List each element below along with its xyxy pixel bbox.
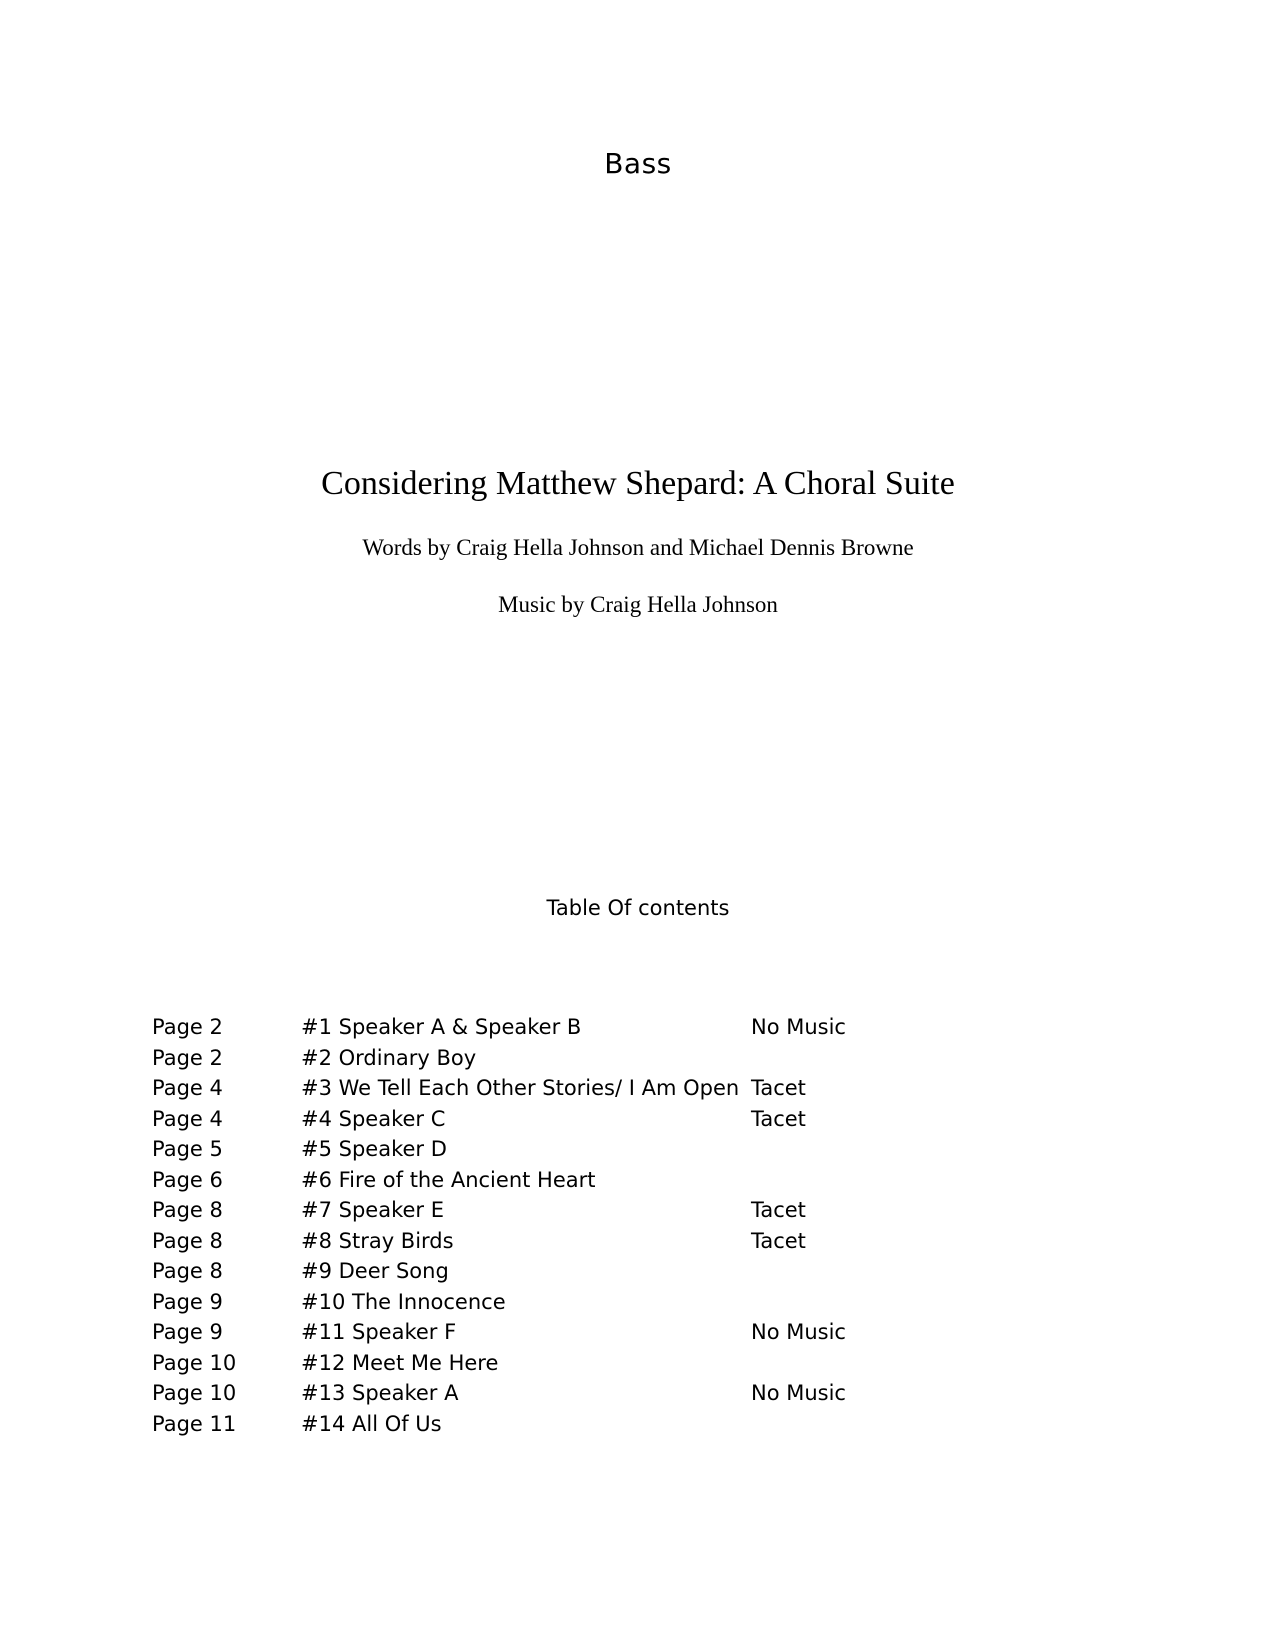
toc-piece-title: #7 Speaker E	[301, 1198, 444, 1222]
toc-row	[152, 1012, 1152, 1043]
toc-piece-title: #9 Deer Song	[301, 1259, 449, 1283]
voice-part-label: Bass	[604, 147, 672, 180]
table-of-contents	[152, 1012, 1152, 1439]
toc-note: Tacet	[751, 1076, 806, 1100]
toc-row	[152, 1165, 1152, 1196]
toc-row	[152, 1073, 1152, 1104]
toc-piece-title: #6 Fire of the Ancient Heart	[301, 1167, 596, 1192]
toc-piece-title: #5 Speaker D	[301, 1137, 447, 1161]
toc-note: Tacet	[751, 1106, 806, 1131]
toc-piece-title: #3 We Tell Each Other Stories/ I Am Open	[301, 1076, 740, 1100]
toc-piece-title: #13 Speaker A	[301, 1381, 459, 1405]
toc-page-number: Page 8	[152, 1198, 223, 1222]
toc-page-number: Page 4	[152, 1076, 223, 1100]
toc-page-number: Page 4	[152, 1106, 223, 1131]
toc-note: No Music	[751, 1320, 846, 1344]
toc-page-number: Page 8	[152, 1228, 223, 1253]
toc-note: No Music	[751, 1015, 846, 1039]
toc-row	[152, 1256, 1152, 1287]
toc-heading: Table Of contents	[546, 896, 730, 920]
toc-page-number: Page 11	[152, 1411, 237, 1436]
toc-row	[152, 1104, 1152, 1135]
toc-page-number: Page 2	[152, 1015, 223, 1039]
toc-page-number: Page 5	[152, 1137, 223, 1161]
toc-piece-title: #4 Speaker C	[301, 1106, 446, 1131]
toc-piece-title: #1 Speaker A & Speaker B	[301, 1015, 582, 1039]
toc-page-number: Page 9	[152, 1320, 223, 1344]
toc-row	[152, 1134, 1152, 1165]
toc-piece-title: #12 Meet Me Here	[301, 1350, 499, 1375]
toc-row	[152, 1409, 1152, 1440]
toc-page-number: Page 6	[152, 1167, 223, 1192]
toc-page-number: Page 9	[152, 1289, 223, 1314]
suite-title: Considering Matthew Shepard: A Choral Suite	[321, 465, 955, 502]
toc-piece-title: #8 Stray Birds	[301, 1228, 454, 1253]
toc-row	[152, 1195, 1152, 1226]
toc-page-number: Page 2	[152, 1045, 223, 1070]
toc-note: No Music	[751, 1381, 846, 1405]
toc-row	[152, 1317, 1152, 1348]
toc-row	[152, 1287, 1152, 1318]
toc-row	[152, 1043, 1152, 1074]
toc-page-number: Page 10	[152, 1350, 237, 1375]
toc-piece-title: #14 All Of Us	[301, 1411, 442, 1436]
words-credit: Words by Craig Hella Johnson and Michael Dennis Browne	[362, 535, 914, 560]
toc-row	[152, 1226, 1152, 1257]
toc-row	[152, 1378, 1152, 1409]
toc-piece-title: #2 Ordinary Boy	[301, 1045, 477, 1070]
toc-row	[152, 1348, 1152, 1379]
toc-page-number: Page 8	[152, 1259, 223, 1283]
toc-note: Tacet	[751, 1228, 806, 1253]
toc-piece-title: #11 Speaker F	[301, 1320, 457, 1344]
toc-page-number: Page 10	[152, 1381, 237, 1405]
music-credit: Music by Craig Hella Johnson	[498, 592, 778, 617]
toc-piece-title: #10 The Innocence	[301, 1289, 506, 1314]
toc-note: Tacet	[751, 1198, 806, 1222]
